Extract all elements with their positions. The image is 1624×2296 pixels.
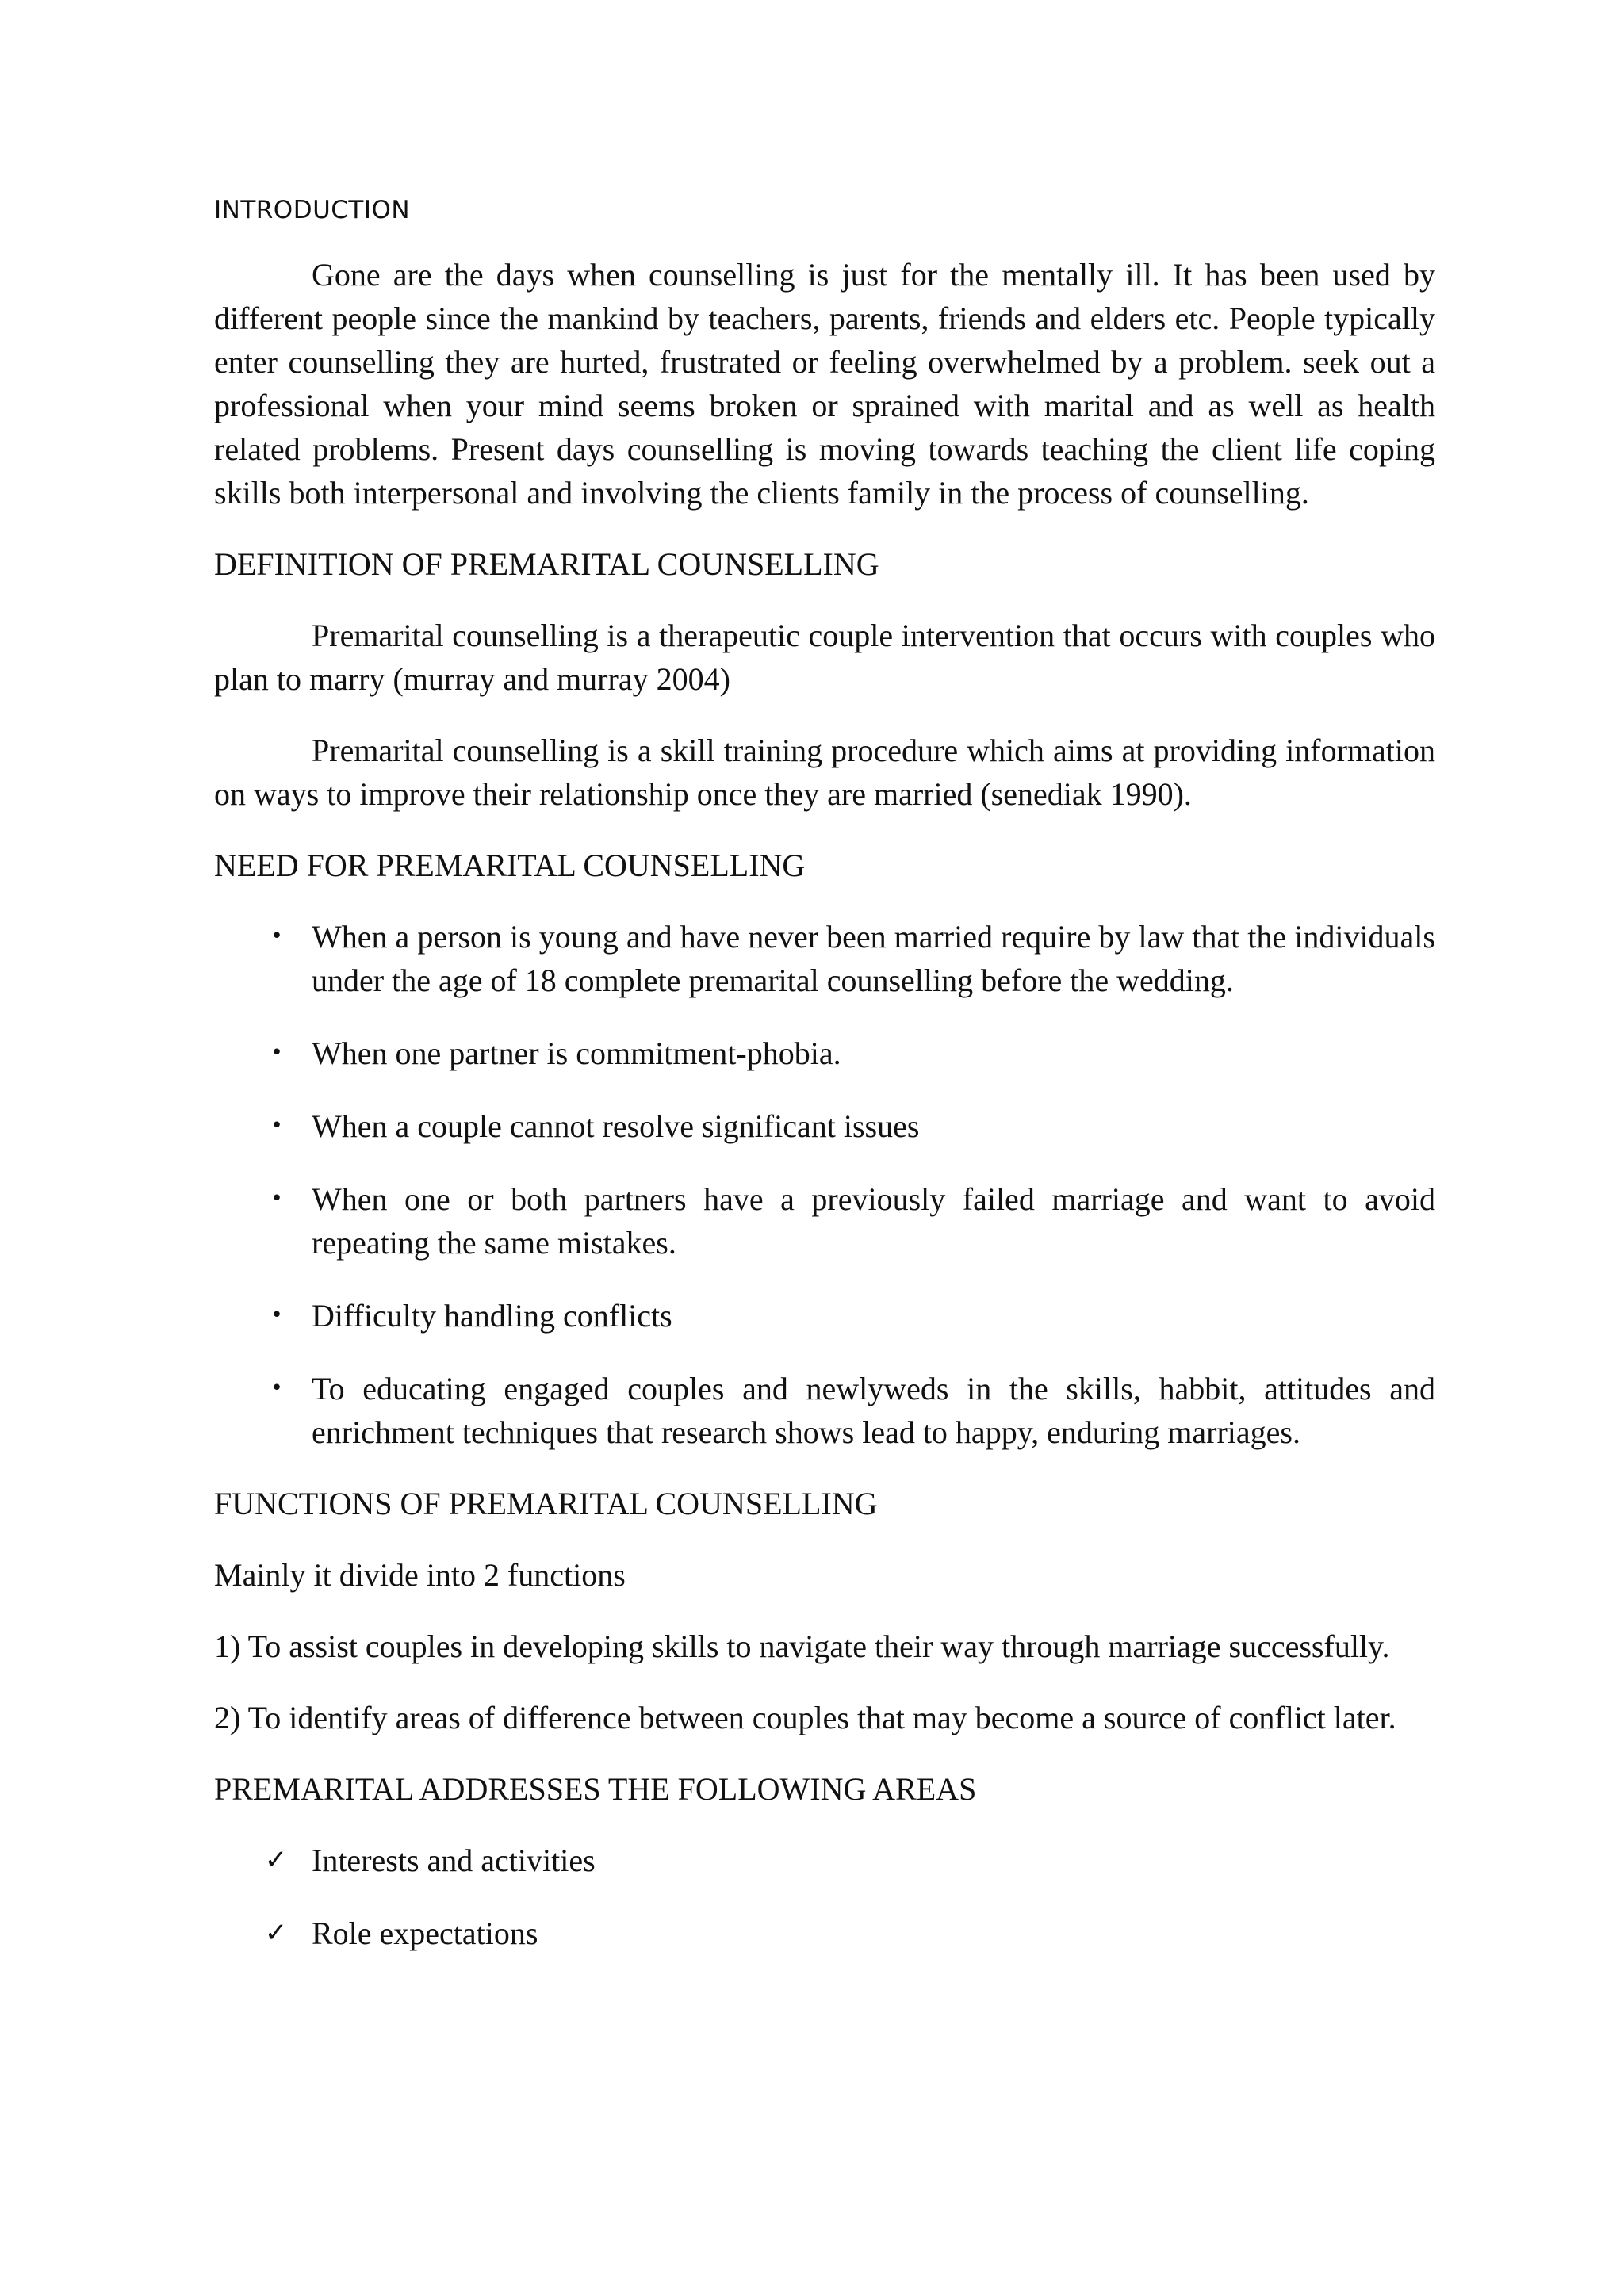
functions-intro: Mainly it divide into 2 functions (214, 1557, 626, 1593)
list-item-text: Difficulty handling conflicts (312, 1298, 672, 1334)
checkmark-icon: ✓ (264, 1844, 288, 1876)
document-body (214, 194, 1435, 1983)
definition-heading: DEFINITION OF PREMARITAL COUNSELLING (214, 546, 879, 582)
list-item (214, 915, 1435, 1002)
list-item-text: When a couple cannot resolve significant issues (312, 1108, 920, 1144)
checkmark-icon: ✓ (264, 1917, 288, 1949)
areas-heading: PREMARITAL ADDRESSES THE FOLLOWING AREAS (214, 1771, 977, 1807)
need-heading: NEED FOR PREMARITAL COUNSELLING (214, 848, 806, 883)
bullet-icon: • (270, 1187, 283, 1211)
list-item-text: Interests and activities (312, 1843, 596, 1878)
list-item (214, 1177, 1435, 1265)
definition-paragraph: Premarital counselling is a therapeutic couple intervention that occurs with couples who plan to marry (murray and murray 2004) (214, 618, 1435, 697)
list-item-text: To educating engaged couples and newlyweds in the skills, habbit, attitudes and enrichment techniques that research shows lead to happy, enduring marriages. (312, 1371, 1435, 1450)
list-item (214, 1367, 1435, 1454)
introduction-paragraph: Gone are the days when counselling is just for the mentally ill. It has been used by different people since the mankind by teachers, parents, friends and elders etc. People typically enter counselling they are hurted, frustrated or feeling overwhelmed by a problem. seek out a professional when your mind seems broken or sprained with marital and as well as health related problems. Present days counselling is moving towards teaching the client life coping skills both interpersonal and involving the clients family in the process of counselling. (214, 257, 1435, 511)
bullet-icon: • (270, 1376, 283, 1400)
list-item (214, 1839, 1435, 1882)
functions-heading: FUNCTIONS OF PREMARITAL COUNSELLING (214, 1486, 878, 1521)
bullet-icon: • (270, 1114, 283, 1138)
list-item-text: When a person is young and have never been married require by law that the individuals under the age of 18 complete premarital counselling before the wedding. (312, 919, 1435, 998)
list-item (214, 1104, 1435, 1148)
need-bullet-list (214, 915, 1435, 1454)
bullet-icon: • (270, 924, 283, 948)
functions-item: 1) To assist couples in developing skills to navigate their way through marriage successfully. (214, 1628, 1390, 1664)
bullet-icon: • (270, 1041, 283, 1065)
functions-item: 2) To identify areas of difference between couples that may become a source of conflict later. (214, 1700, 1396, 1735)
list-item-text: Role expectations (312, 1915, 538, 1951)
bullet-icon: • (270, 1303, 283, 1327)
introduction-heading: INTRODUCTION (214, 196, 411, 224)
list-item (214, 1294, 1435, 1337)
definition-paragraph: Premarital counselling is a skill training procedure which aims at providing information on ways to improve their relationship once they are married (senediak 1990). (214, 733, 1435, 812)
areas-check-list (214, 1839, 1435, 1955)
list-item-text: When one or both partners have a previously failed marriage and want to avoid repeating the same mistakes. (312, 1181, 1435, 1261)
list-item (214, 1911, 1435, 1955)
list-item-text: When one partner is commitment-phobia. (312, 1035, 841, 1071)
list-item (214, 1031, 1435, 1075)
